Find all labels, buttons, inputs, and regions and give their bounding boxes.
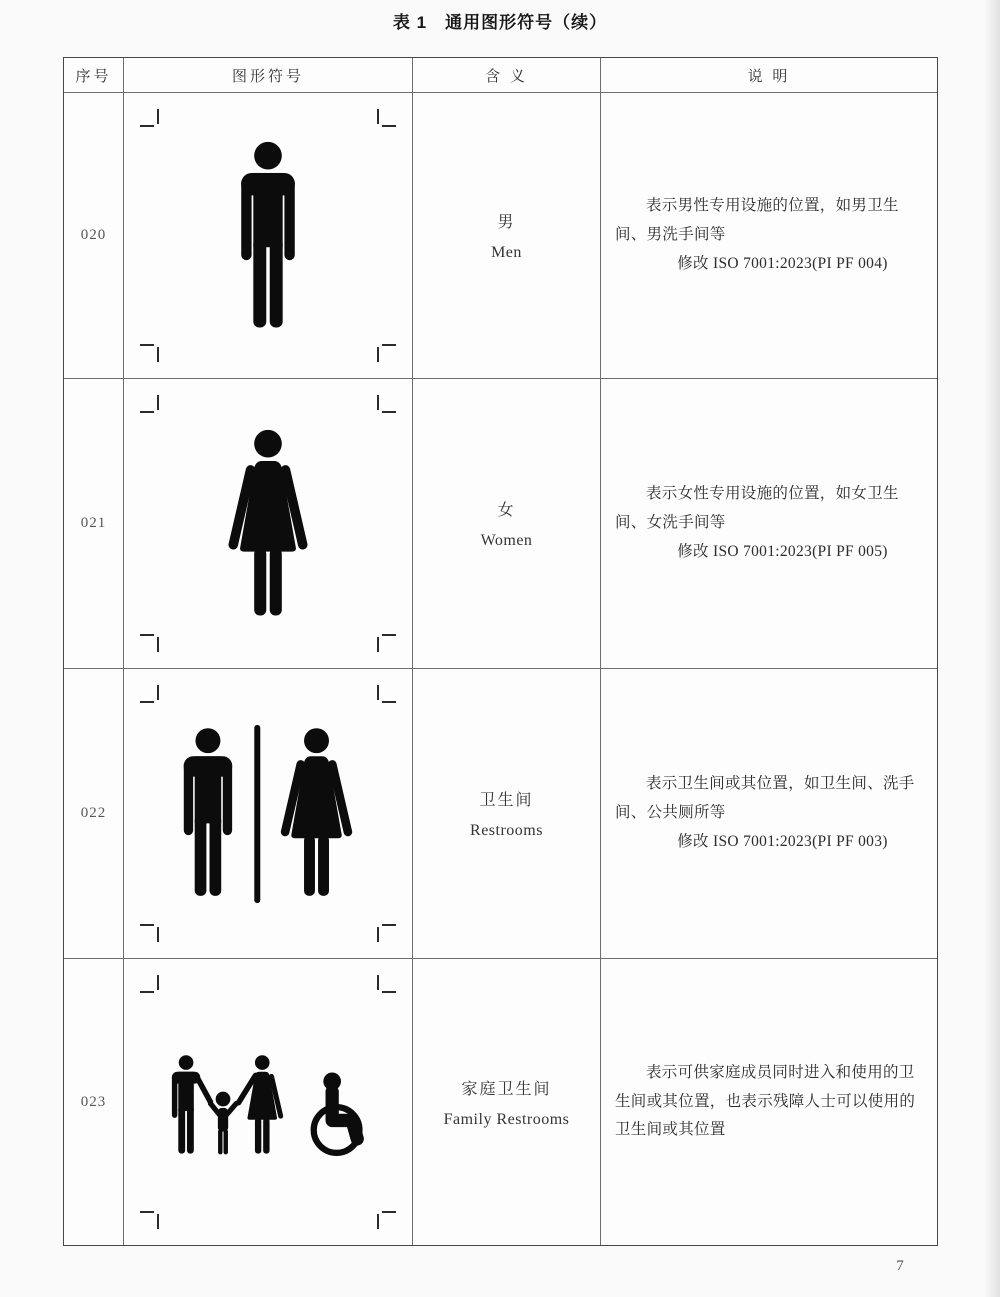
table-row — [64, 379, 937, 669]
table-row — [64, 93, 937, 379]
registration-mark-icon — [374, 920, 396, 942]
iso-reference: 修改 ISO 7001:2023(PI PF 003) — [677, 832, 888, 850]
header-meaning: 含 义 — [413, 58, 601, 93]
meaning-zh: 男 — [497, 214, 516, 231]
serial-number: 022 — [64, 669, 124, 959]
table-header-row — [64, 58, 937, 93]
symbol-cell — [124, 379, 413, 669]
symbol-frame — [140, 109, 396, 362]
meaning-zh: 家庭卫生间 — [461, 1080, 552, 1098]
symbol-frame — [140, 685, 396, 942]
men-pictogram-icon — [229, 141, 307, 331]
registration-mark-icon — [140, 109, 162, 131]
meaning-zh: 卫生间 — [479, 792, 534, 809]
header-no: 序号 — [64, 58, 124, 93]
women-pictogram-icon — [216, 429, 320, 619]
registration-mark-icon — [140, 975, 162, 997]
registration-mark-icon — [374, 975, 396, 997]
description-text: 表示卫生间或其位置，如卫生间、洗手间、公共厕所等 — [615, 775, 915, 822]
family-restrooms-pictogram-icon — [161, 1043, 375, 1161]
meaning-cell — [413, 93, 601, 379]
symbol-cell — [124, 669, 413, 959]
iso-reference: 修改 ISO 7001:2023(PI PF 005) — [677, 542, 888, 560]
symbol-frame — [140, 395, 396, 652]
description-cell — [601, 959, 937, 1245]
description-text: 表示女性专用设施的位置，如女卫生间、女洗手间等 — [615, 485, 899, 532]
symbol-cell — [124, 93, 413, 379]
description-cell — [601, 379, 937, 669]
meaning-en: Family Restrooms — [443, 1110, 570, 1128]
page-title: 表 1 通用图形符号（续） — [392, 13, 608, 32]
meaning-zh: 女 — [497, 502, 516, 519]
registration-mark-icon — [140, 630, 162, 652]
table-row — [64, 959, 937, 1245]
meaning-cell — [413, 379, 601, 669]
registration-mark-icon — [140, 1207, 162, 1229]
symbols-table — [63, 57, 938, 1246]
registration-mark-icon — [374, 340, 396, 362]
description-cell — [601, 669, 937, 959]
page-number: 7 — [896, 1258, 904, 1274]
header-description: 说 明 — [601, 58, 937, 93]
registration-mark-icon — [140, 395, 162, 417]
serial-number: 020 — [64, 93, 124, 379]
meaning-en: Women — [480, 532, 533, 549]
registration-mark-icon — [374, 1207, 396, 1229]
serial-number: 021 — [64, 379, 124, 669]
description-text: 表示可供家庭成员同时进入和使用的卫生间或其位置，也表示残障人士可以使用的卫生间或其位置 — [615, 1063, 916, 1139]
symbol-cell — [124, 959, 413, 1245]
registration-mark-icon — [140, 685, 162, 707]
table-row — [64, 669, 937, 959]
registration-mark-icon — [140, 920, 162, 942]
meaning-en: Men — [491, 244, 522, 261]
symbol-frame — [140, 975, 396, 1229]
registration-mark-icon — [374, 685, 396, 707]
header-symbol: 图形符号 — [124, 58, 413, 93]
serial-number: 023 — [64, 959, 124, 1245]
registration-mark-icon — [374, 109, 396, 131]
description-cell — [601, 93, 937, 379]
restrooms-pictogram-icon — [166, 719, 370, 909]
meaning-cell — [413, 669, 601, 959]
iso-reference: 修改 ISO 7001:2023(PI PF 004) — [677, 254, 888, 272]
registration-mark-icon — [374, 395, 396, 417]
registration-mark-icon — [140, 340, 162, 362]
registration-mark-icon — [374, 630, 396, 652]
meaning-cell — [413, 959, 601, 1245]
meaning-en: Restrooms — [470, 822, 543, 839]
description-text: 表示男性专用设施的位置，如男卫生间、男洗手间等 — [615, 197, 899, 244]
